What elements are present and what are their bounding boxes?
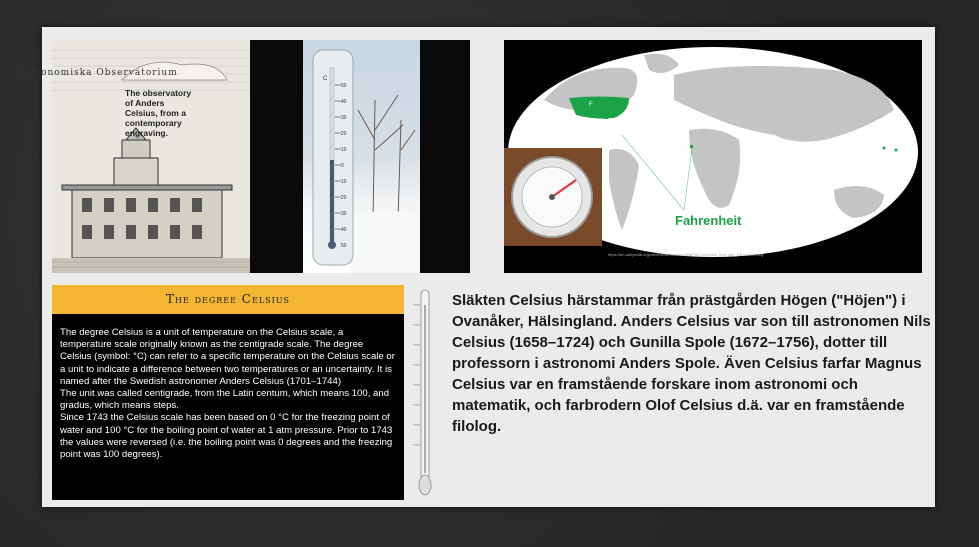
thermometer-drawing bbox=[303, 40, 420, 273]
thermometer-tick: 10 bbox=[341, 179, 347, 185]
thermometer-tick: 10 bbox=[341, 147, 347, 153]
engraving-caption: The observatory of Anders Celsius, from a contemporary engraving. bbox=[125, 88, 192, 138]
thermometer-tick: 0 bbox=[341, 163, 344, 169]
fahrenheit-label: Fahrenheit bbox=[675, 213, 742, 228]
glass-thermometer-illustration bbox=[410, 285, 440, 500]
fahrenheit-world-map bbox=[504, 40, 922, 273]
svg-text:F: F bbox=[589, 102, 593, 108]
thermometer-tick: 50 bbox=[341, 83, 347, 89]
celsius-paragraph-2: The unit was called centigrade, from the Latin centum, which means 100, and gradus, which means steps. bbox=[60, 388, 390, 412]
engraving-title: Astronomiska Observatorium bbox=[18, 68, 178, 78]
celsius-panel-heading: The degree Celsius bbox=[52, 285, 404, 314]
thermometer-tick: 40 bbox=[341, 227, 347, 233]
main-text-paragraph: Släkten Celsius härstammar från prästgården Högen ("Höjen") i Ovanåker, Hälsingland. Anders Celsius var son till astronomen Nils Celsius (1658–1724) och Gunilla Spole (1672–1756), dotter till professorn i astronomi Anders Spole. Även Celsius farfar Magnus Celsius var en framstående forskare inom astronomi och matematik, och farbrodern Olof Celsius d.ä. var en framstående filolog. bbox=[452, 292, 931, 435]
thermometer-tick: 20 bbox=[341, 195, 347, 201]
thermometer-tick: 40 bbox=[341, 99, 347, 105]
thermometer-tick: 20 bbox=[341, 131, 347, 137]
thermometer-tick: 30 bbox=[341, 115, 347, 121]
thermometer-tick: 50 bbox=[341, 243, 347, 249]
celsius-paragraph-1: The degree Celsius is a unit of temperature on the Celsius scale, a temperature scale originally known as the centigrade scale. The degree Celsius (symbol: °C) can refer to a specific temperature on the Celsius scale or a unit to indicate a difference between two temperatures or an uncertainty. It is named after the Swedish astronomer Anders Celsius (1701–1744) bbox=[60, 327, 395, 387]
thermometer-tick: 30 bbox=[341, 211, 347, 217]
thermometer-scale-letter: C bbox=[323, 76, 328, 82]
thermometer-photo bbox=[303, 40, 420, 273]
celsius-panel-body bbox=[52, 314, 404, 500]
world-map-drawing bbox=[504, 40, 922, 273]
celsius-paragraph-3: Since 1743 the Celsius scale has been based on 0 °C for the freezing point of water and 100 °C for the boiling point of water at 1 atm pressure. Prior to 1743 the values were reversed (i.e. the boiling point was 0 degrees and the freezing point was 100 degrees). bbox=[60, 412, 393, 461]
map-source-url[interactable]: https://en.wikipedia.org/wiki/Fahrenheit#/media/File:Countries_that_use_Fahrenheit.svg bbox=[608, 252, 764, 257]
